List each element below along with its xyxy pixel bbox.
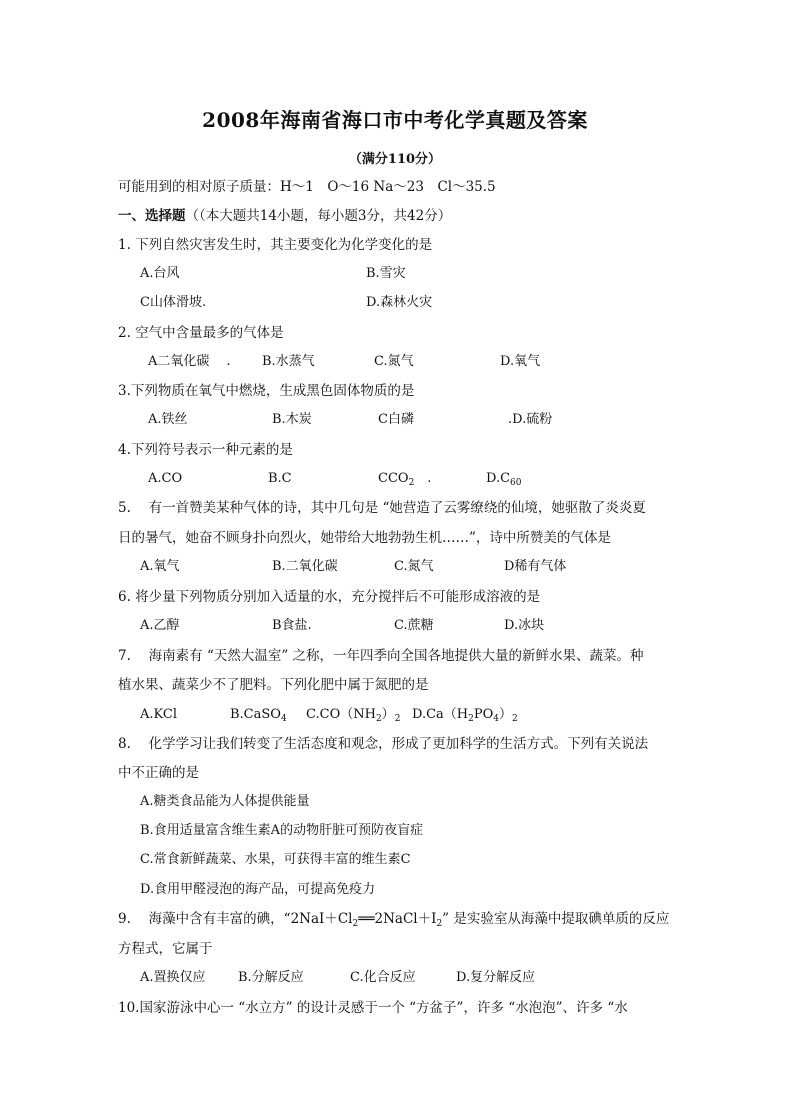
q8-option-a: A.糖类食品能为人体提供能量 <box>140 794 310 809</box>
q1-option-a: A.台风 <box>140 266 180 281</box>
q9-option-d: D.复分解反应 <box>456 970 536 985</box>
question-7-line-1: 7. 海南素有 “天然大温室” 之称，一年四季向全国各地提供大量的新鲜水果、蔬菜。种 <box>118 648 644 664</box>
q4-option-d: $D.C_{60}$ <box>486 471 522 488</box>
q7-option-b: B.CaSO$_4$ <box>230 707 287 724</box>
q4-option-c: $CCO_2$ . <box>378 471 432 488</box>
full-score: （满分110分） <box>348 152 442 167</box>
question-8-line-1: 8. 化学学习让我们转变了生活态度和观念，形成了更加科学的生活方式。下列有关说法 <box>118 736 649 752</box>
q9-option-c: C.化合反应 <box>350 970 416 985</box>
q4-option-a: A.CO <box>148 471 183 486</box>
q6-option-b: B食盐. <box>272 618 312 633</box>
question-5-line-2: 日的暑气，她奋不顾身扑向烈火，她带给大地勃勃生机……”，诗中所赞美的气体是 <box>118 530 611 546</box>
q1-option-d: D.森林火灾 <box>366 295 433 310</box>
question-10-line-1: 10.国家游泳中心一 “水立方” 的设计灵感于一个 “方盆子”，许多 “水泡泡”、许多 “水 <box>118 1000 628 1016</box>
q2-option-c: C.氮气 <box>374 354 414 369</box>
q5-option-c: C.氮气 <box>394 559 434 574</box>
q3-option-a: A.铁丝 <box>148 412 188 427</box>
question-6: 6. 将少量下列物质分别加入适量的水，充分搅拌后不可能形成溶液的是 <box>118 589 541 605</box>
section-title: 一、选择题 <box>118 208 186 224</box>
q7-option-d: $D.Ca(H_2PO_4)_2$ <box>412 707 518 724</box>
question-3: 3.下列物质在氧气中燃烧，生成黑色固体物质的是 <box>118 383 415 399</box>
q5-option-d: D稀有气体 <box>504 559 567 574</box>
question-4: 4.下列符号表示一种元素的是 <box>118 442 293 458</box>
q6-option-a: A.乙醇 <box>140 618 180 633</box>
question-2: 2. 空气中含量最多的气体是 <box>118 325 284 341</box>
question-5-line-1: 5. 有一首赞美某种气体的诗，其中几句是 “她营造了云雾缭绕的仙境，她驱散了炎炎夏 <box>118 500 646 516</box>
q1-option-c: C山体滑坡. <box>140 295 207 310</box>
question-1: 1. 下列自然灾害发生时，其主要变化为化学变化的是 <box>118 237 433 253</box>
question-8-line-2: 中不正确的是 <box>118 765 199 781</box>
atomic-masses: 可能用到的相对原子质量：H～1 O～16 Na～23 Cl～35.5 <box>118 179 496 195</box>
q2-option-b: B.水蒸气 <box>262 354 315 369</box>
q8-option-c: C.常食新鲜蔬菜、水果，可获得丰富的维生素C <box>140 852 411 867</box>
q6-option-c: C.蔗糖 <box>394 618 434 633</box>
q8-option-d: D.食用甲醛浸泡的海产品，可提高免疫力 <box>140 882 376 897</box>
q4-option-b: B.C <box>268 471 292 486</box>
page-title: 2008年海南省海口市中考化学真题及答案 <box>202 108 588 132</box>
q5-option-a: A.氧气 <box>140 559 180 574</box>
q6-option-d: D.冰块 <box>504 618 545 633</box>
q8-option-b: B.食用适量富含维生素A的动物肝脏可预防夜盲症 <box>140 823 424 838</box>
section-note: （（本大题共14小题，每小题3分，共42分） <box>185 208 452 224</box>
question-7-line-2: 植水果、蔬菜少不了肥料。下列化肥中属于氮肥的是 <box>118 677 429 693</box>
q2-option-a: A二氧化碳 . <box>148 354 231 369</box>
q3-option-d: .D.硫粉 <box>508 412 553 427</box>
q1-option-b: B.雪灾 <box>366 266 406 281</box>
q9-option-a: A.置换仅应 <box>140 970 206 985</box>
question-9-line-2: 方程式，它属于 <box>118 941 213 957</box>
question-9-line-1: 9. 海藻中含有丰富的碘，“$2NaI+Cl_2══2NaCl+I_2$” 是实验室从海藻中提取碘单质的反应 <box>118 911 670 929</box>
q2-option-d: D.氧气 <box>500 354 541 369</box>
section-heading <box>118 207 451 225</box>
q9-option-b: B.分解反应 <box>238 970 304 985</box>
q3-option-c: C白磷 <box>378 412 414 427</box>
q7-option-a: A.KCl <box>140 707 177 722</box>
q7-option-c: $C.CO(NH_2)_2$ <box>306 707 401 724</box>
q3-option-b: B.木炭 <box>272 412 312 427</box>
q5-option-b: B.二氧化碳 <box>272 559 338 574</box>
